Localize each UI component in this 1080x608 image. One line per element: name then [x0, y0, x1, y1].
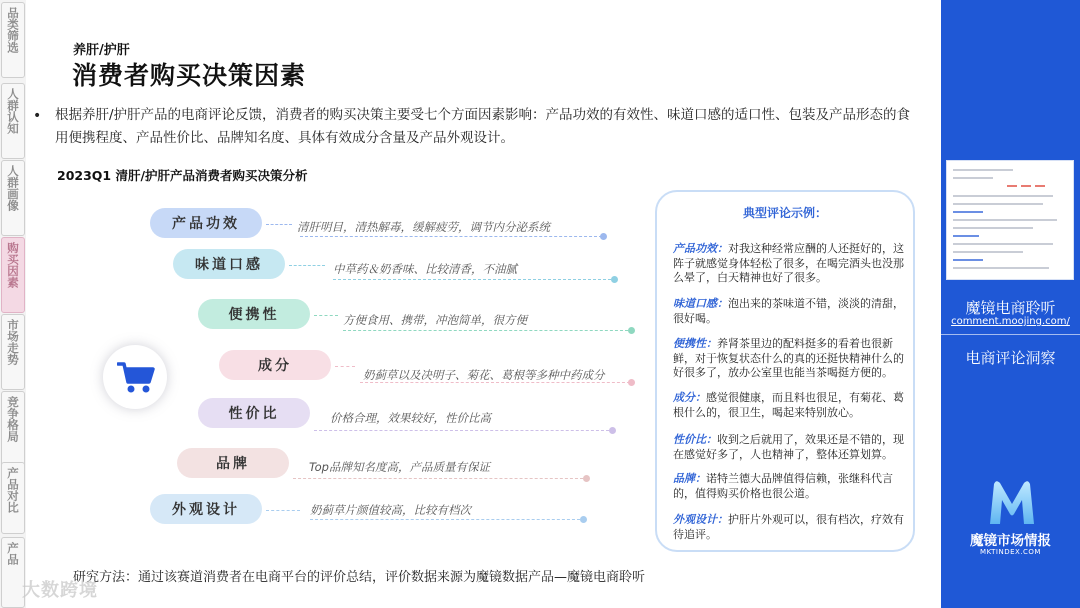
factor-ingredients-note: 奶蓟草以及决明子、菊花、葛根等多种中药成分 [363, 368, 605, 382]
nav-tab-product[interactable]: 产品 [1, 537, 25, 608]
nav-tab-market-trend[interactable]: 市场走势 [1, 314, 25, 390]
nav-tab-product-compare[interactable]: 产品对比 [1, 462, 25, 534]
leader-line [360, 382, 630, 383]
leader-dot [580, 516, 587, 523]
watermark: 大数跨境 [22, 580, 98, 601]
leader-dot [583, 475, 590, 482]
sidebar-product-name: 魔镜电商聆听 [965, 299, 1056, 317]
intro-paragraph: 根据养肝/护肝产品的电商评论反馈，消费者的购买决策主要受七个方面因素影响：产品功效的有效性、味道口感的适口性、包装及产品形态的食用便携程度、产品性价比、品牌知名度、具体有效成分含量及产品外观设计。 [55, 107, 911, 146]
leader-dot [609, 427, 616, 434]
research-method-note: 研究方法：通过该赛道消费者在电商平台的评价总结，评价数据来源为魔镜数据产品—魔镜电商聆听 [73, 570, 646, 585]
review-efficacy: 产品功效：对我这种经常应酬的人还挺好的，这阵子就感觉身体轻松了很多，在喝完酒头也没那么晕了，白天精神也好了很多。 [673, 242, 904, 284]
leader-line [314, 430, 609, 431]
leader-dot [611, 276, 618, 283]
shopping-cart-icon [117, 361, 155, 395]
page-title: 消费者购买决策因素 [72, 61, 307, 90]
moojing-logo-icon [984, 478, 1040, 526]
page-subtitle: 养肝/护肝 [73, 43, 130, 58]
factor-portability: 便携性 [198, 299, 310, 329]
nav-tab-category-filter[interactable]: 品类筛选 [1, 2, 25, 78]
review-taste: 味道口感：泡出来的茶味道不错，淡淡的清甜，很好喝。 [673, 297, 904, 325]
nav-tab-audience-profile[interactable]: 人群画像 [1, 160, 25, 236]
factor-brand: 品牌 [177, 448, 289, 478]
sidebar-divider [941, 334, 1080, 335]
factor-taste: 味道口感 [173, 249, 285, 279]
factor-design: 外观设计 [150, 494, 262, 524]
factor-value: 性价比 [198, 398, 310, 428]
leader-line [266, 510, 300, 511]
leader-line [310, 519, 580, 520]
review-ingredients: 成分：感觉很健康，而且料也很足，有菊花、葛根什么的，很卫生，喝起来特别放心。 [673, 391, 904, 419]
factor-design-note: 奶蓟草片颜值较高，比较有档次 [310, 503, 471, 517]
leader-line [293, 478, 583, 479]
sidebar-product-link[interactable]: comment.moojing.com/ [951, 316, 1070, 327]
nav-tab-audience-cognition[interactable]: 人群认知 [1, 83, 25, 159]
leader-line [333, 279, 611, 280]
review-panel-title: 典型评论示例： [742, 206, 827, 220]
analysis-title: 2023Q1 清肝/护肝产品消费者购买决策分析 [57, 168, 308, 183]
review-panel [655, 190, 915, 552]
factor-value-note: 价格合理，效果较好，性价比高 [330, 411, 491, 425]
leader-line [335, 366, 355, 367]
nav-tab-competition[interactable]: 竞争格局 [1, 391, 25, 467]
factor-brand-note: Top品牌知名度高，产品质量有保证 [309, 460, 490, 474]
review-brand: 品牌：诺特兰德大品牌值得信赖，张继科代言的，值得购买价格也很公道。 [673, 472, 893, 500]
section-nav [0, 0, 26, 608]
nav-tab-purchase-factors[interactable]: 购买因素 [1, 237, 25, 313]
factor-efficacy-note: 清肝明目，清热解毒，缓解疲劳，调节内分泌系统 [297, 220, 550, 234]
leader-line [314, 315, 338, 316]
sidebar-section-name: 电商评论洞察 [965, 349, 1056, 367]
leader-line [289, 265, 325, 266]
leader-dot [600, 233, 607, 240]
factor-taste-note: 中草药＆奶香味、比较清香，不油腻 [333, 262, 517, 276]
review-portability: 便携性：养肾茶里边的配料挺多的看着也很新鲜，对于恢复状态什么的真的还挺快精神什么的好很多了，放办公室里也能当茶喝挺方便的。 [673, 337, 904, 379]
cart-badge [103, 345, 167, 409]
leader-line [343, 330, 628, 331]
review-design: 外观设计：护肝片外观可以，很有档次，疗效有待追评。 [673, 513, 904, 541]
brand-name: 魔镜市场情报 [970, 533, 1051, 549]
leader-line [266, 224, 292, 225]
leader-line [300, 236, 602, 237]
factor-efficacy: 产品功效 [150, 208, 262, 238]
leader-dot [628, 379, 635, 386]
brand-url: MKTINDEX.COM [980, 548, 1041, 556]
factor-portability-note: 方便食用、携带，冲泡简单，很方便 [343, 313, 527, 327]
leader-dot [628, 327, 635, 334]
factor-ingredients: 成分 [219, 350, 331, 380]
review-value: 性价比：收到之后就用了，效果还是不错的，现在感觉好多了，人也精神了，整体还算划算。 [673, 433, 904, 461]
bullet-dot: • [33, 108, 42, 124]
screenshot-thumbnail[interactable] [946, 160, 1074, 280]
